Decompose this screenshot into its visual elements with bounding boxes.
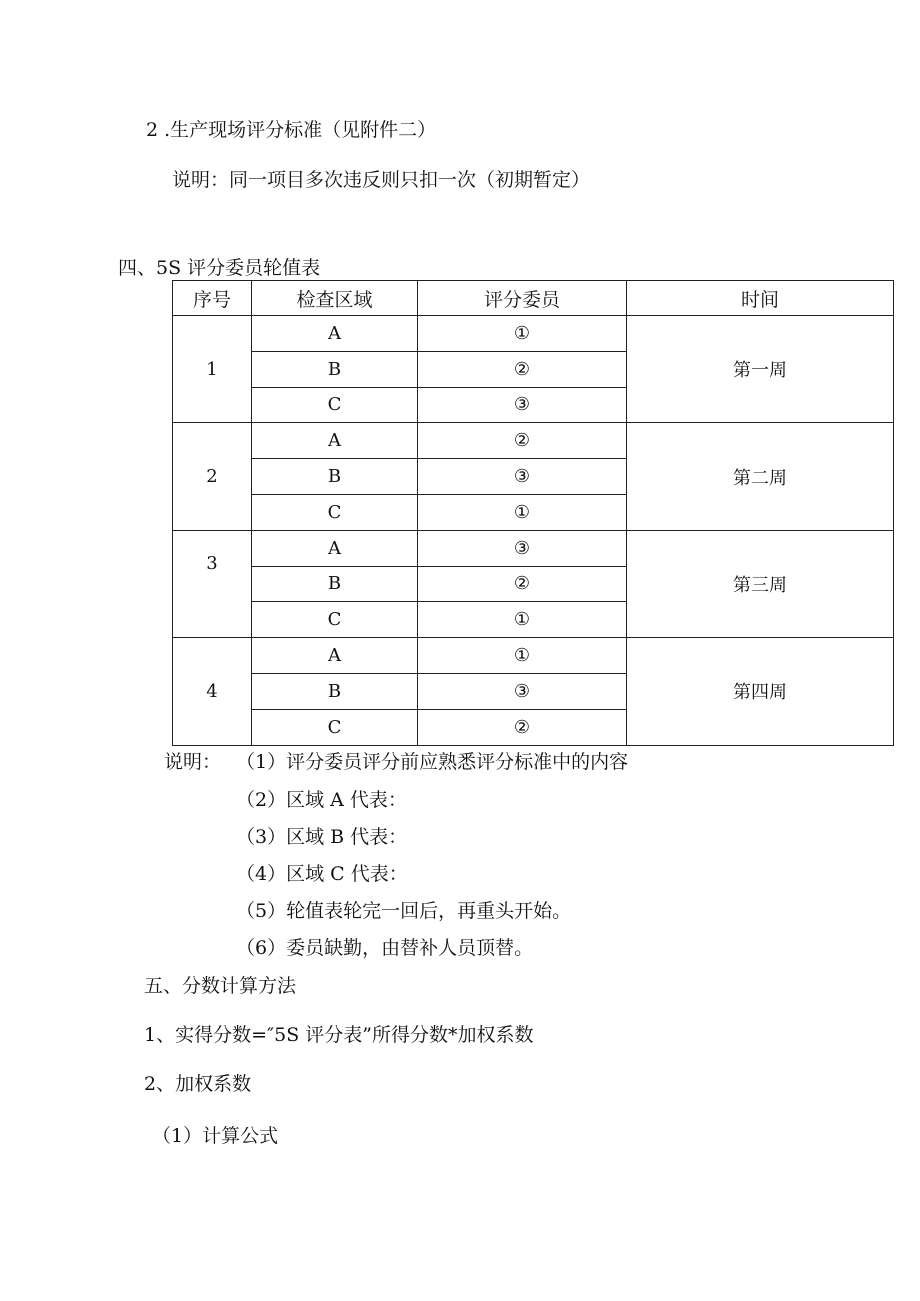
member-cell: ② bbox=[418, 709, 627, 745]
area-cell: C bbox=[252, 709, 418, 745]
area-cell: A bbox=[252, 423, 418, 459]
area-cell: B bbox=[252, 673, 418, 709]
member-cell: ② bbox=[418, 423, 627, 459]
member-cell: ② bbox=[418, 351, 627, 387]
seq-cell: 2 bbox=[173, 423, 252, 530]
member-cell: ③ bbox=[418, 459, 627, 495]
area-cell: C bbox=[252, 494, 418, 530]
member-cell: ① bbox=[418, 602, 627, 638]
section2-note: 说明：同一项目多次违反则只扣一次（初期暂定） bbox=[172, 169, 591, 191]
member-cell: ① bbox=[418, 494, 627, 530]
note-item: （6）委员缺勤，由替补人员顶替。 bbox=[236, 937, 534, 959]
table-row bbox=[173, 316, 894, 352]
section5-item2: 2、加权系数 bbox=[144, 1073, 252, 1095]
section5-heading: 五、分数计算方法 bbox=[144, 975, 297, 997]
week-cell: 第二周 bbox=[627, 423, 894, 530]
area-cell: B bbox=[252, 566, 418, 602]
note-item: （1）评分委员评分前应熟悉评分标准中的内容 bbox=[236, 751, 629, 773]
area-cell: B bbox=[252, 351, 418, 387]
area-cell: A bbox=[252, 638, 418, 674]
member-cell: ③ bbox=[418, 387, 627, 423]
member-cell: ③ bbox=[418, 530, 627, 566]
area-cell: B bbox=[252, 459, 418, 495]
week-cell: 第三周 bbox=[627, 530, 894, 637]
note-item: （4）区域 C 代表： bbox=[236, 863, 408, 885]
area-cell: A bbox=[252, 530, 418, 566]
seq-cell: 1 bbox=[173, 316, 252, 423]
table-row bbox=[173, 638, 894, 674]
seq-cell: 4 bbox=[173, 638, 252, 745]
note-item: （3）区域 B 代表： bbox=[236, 826, 408, 848]
section2-heading: 2 .生产现场评分标准（见附件二） bbox=[146, 119, 437, 141]
area-cell: A bbox=[252, 316, 418, 352]
table-header-row bbox=[173, 281, 894, 316]
week-cell: 第四周 bbox=[627, 638, 894, 745]
area-cell: C bbox=[252, 387, 418, 423]
table-row bbox=[173, 423, 894, 459]
section5-sub1: （1）计算公式 bbox=[152, 1125, 279, 1147]
member-cell: ① bbox=[418, 316, 627, 352]
seq-cell: 3 bbox=[173, 530, 252, 637]
header-time: 时间 bbox=[627, 281, 894, 316]
area-cell: C bbox=[252, 602, 418, 638]
rotation-table bbox=[172, 280, 894, 746]
week-cell: 第一周 bbox=[627, 316, 894, 423]
notes-label: 说明： bbox=[164, 751, 222, 773]
header-member: 评分委员 bbox=[418, 281, 627, 316]
member-cell: ② bbox=[418, 566, 627, 602]
note-item: （2）区域 A 代表： bbox=[236, 789, 407, 811]
member-cell: ③ bbox=[418, 673, 627, 709]
note-item: （5）轮值表轮完一回后，再重头开始。 bbox=[236, 900, 572, 922]
header-area: 检查区域 bbox=[252, 281, 418, 316]
member-cell: ① bbox=[418, 638, 627, 674]
section5-item1: 1、实得分数=″5S 评分表”所得分数*加权系数 bbox=[144, 1024, 534, 1046]
table-row bbox=[173, 530, 894, 566]
header-seq: 序号 bbox=[173, 281, 252, 316]
section4-heading: 四、5S 评分委员轮值表 bbox=[118, 257, 321, 279]
